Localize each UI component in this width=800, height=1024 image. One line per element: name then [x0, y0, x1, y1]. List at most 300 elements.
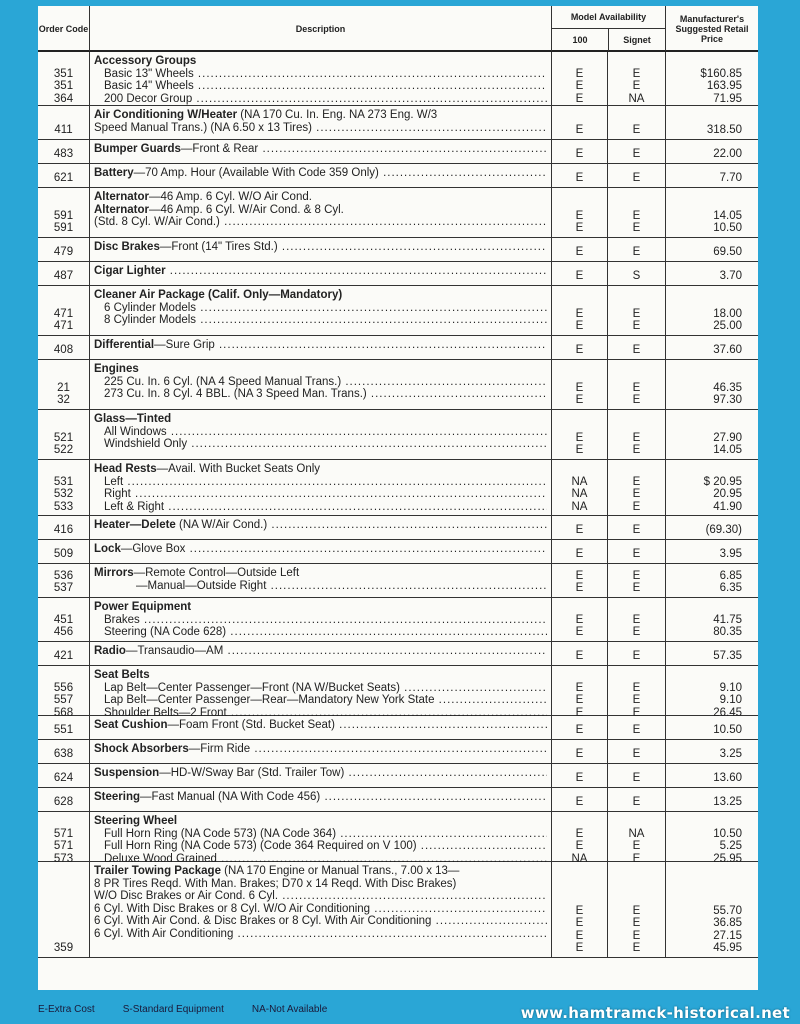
retail-price: 27.15: [713, 929, 742, 942]
retail-price: 80.35: [713, 626, 742, 639]
order-code-cell: [38, 460, 90, 515]
model-100-cell: [552, 862, 608, 957]
model-signet-cell: [608, 740, 666, 763]
order-code-cell: [38, 564, 90, 597]
price-cell: [666, 598, 758, 641]
model-100-cell: [552, 564, 608, 597]
retail-price: $160.85: [700, 67, 742, 80]
item-title-detail: —Remote Control—Outside Left: [133, 567, 300, 579]
availability-100: E: [575, 124, 584, 137]
retail-price: 41.75: [713, 613, 742, 626]
price-cell: [666, 642, 758, 665]
item-title: Trailer Towing Package: [94, 865, 221, 877]
order-code: 573: [53, 852, 74, 865]
availability-100: NA: [571, 852, 588, 865]
item-title: Alternator: [94, 191, 149, 203]
option-line: Deluxe Wood Grained .....: [94, 853, 547, 866]
model-100-cell: [552, 642, 608, 665]
availability-signet: E: [632, 681, 641, 694]
price-cell: [666, 140, 758, 163]
model-signet-cell: [608, 460, 666, 515]
order-code: 421: [53, 650, 74, 663]
legend-not-available: NA-Not Available: [251, 1003, 328, 1015]
order-code-cell: [38, 286, 90, 335]
order-code: 479: [53, 246, 74, 259]
option-line: Windshield Only .....: [94, 438, 547, 451]
availability-signet: E: [632, 694, 641, 707]
retail-price: 97.30: [713, 394, 742, 407]
availability-100: E: [575, 344, 584, 357]
price-cell: [666, 164, 758, 187]
model-100-cell: [552, 540, 608, 563]
order-code-cell: [38, 716, 90, 739]
description-cell: [90, 598, 552, 641]
availability-signet: E: [632, 613, 641, 626]
order-code-cell: [38, 666, 90, 721]
availability-signet: E: [632, 929, 641, 942]
availability-100: E: [575, 748, 584, 761]
model-signet-cell: [608, 410, 666, 459]
table-row: [38, 360, 758, 410]
order-code: 483: [53, 148, 74, 161]
availability-signet: E: [632, 626, 641, 639]
table-row: [38, 516, 758, 540]
option-line: Brakes .....: [94, 614, 547, 627]
item-title-detail: —Foam Front (Std. Bucket Seat): [167, 719, 335, 731]
table-row: [38, 262, 758, 286]
option-line: W/O Disc Brakes or Air Cond. 6 Cyl. .....: [94, 890, 547, 903]
item-title: Heater—Delete: [94, 519, 176, 531]
model-100-cell: [552, 410, 608, 459]
description-cell: [90, 336, 552, 359]
table-row: [38, 666, 758, 719]
retail-price: 25.00: [713, 320, 742, 333]
model-100-cell: [552, 666, 608, 721]
retail-price: 45.95: [713, 942, 742, 955]
availability-100: E: [575, 706, 584, 719]
availability-signet: E: [632, 569, 641, 582]
availability-signet: E: [632, 431, 641, 444]
retail-price: $ 20.95: [703, 475, 742, 488]
price-cell: [666, 106, 758, 139]
retail-price: 69.50: [713, 246, 742, 259]
order-code-header: Order Code: [38, 6, 90, 51]
option-line: All Windows .....: [94, 426, 547, 439]
availability-100: E: [575, 222, 584, 235]
model-signet-cell: [608, 642, 666, 665]
retail-price: 55.70: [713, 904, 742, 917]
item-title: Bumper Guards: [94, 143, 181, 155]
price-cell: [666, 410, 758, 459]
model-signet-cell: [608, 188, 666, 237]
model-100-cell: [552, 788, 608, 811]
retail-price: 22.00: [713, 148, 742, 161]
price-cell: [666, 286, 758, 335]
table-row: [38, 740, 758, 764]
item-title: Steering Wheel: [94, 815, 178, 827]
retail-price: 27.90: [713, 431, 742, 444]
retail-price: 13.60: [713, 772, 742, 785]
order-code: 568: [53, 706, 74, 719]
availability-100: E: [575, 904, 584, 917]
model-signet-cell: [608, 812, 666, 867]
option-line: Basic 13" Wheels .....: [94, 68, 547, 81]
table-row: [38, 336, 758, 360]
availability-signet: E: [632, 320, 641, 333]
availability-signet: E: [632, 904, 641, 917]
retail-price: 3.70: [719, 270, 742, 283]
legend-extra-cost: E-Extra Cost: [38, 1003, 95, 1015]
availability-100: NA: [571, 475, 588, 488]
availability-100: E: [575, 320, 584, 333]
order-code: 359: [53, 942, 74, 955]
availability-signet: E: [632, 394, 641, 407]
item-title-detail: —Front (14" Tires Std.): [159, 241, 278, 253]
retail-price: 25.95: [713, 852, 742, 865]
description-cell: [90, 238, 552, 261]
model-signet-cell: [608, 164, 666, 187]
table-row: [38, 238, 758, 262]
model-100-cell: [552, 716, 608, 739]
model-signet-cell: [608, 716, 666, 739]
order-code: 591: [53, 222, 74, 235]
item-title-detail: —Sure Grip: [154, 339, 215, 351]
retail-price: 14.05: [713, 209, 742, 222]
option-line: 273 Cu. In. 8 Cyl. 4 BBL. (NA 3 Speed Man. Trans.) .....: [94, 388, 547, 401]
model-signet-cell: [608, 262, 666, 285]
description-cell: [90, 862, 552, 957]
model-availability-header: Model Availability 100 Signet: [552, 6, 666, 51]
availability-signet: NA: [628, 827, 645, 840]
order-code-cell: [38, 540, 90, 563]
order-code: 621: [53, 172, 74, 185]
item-title: Disc Brakes: [94, 241, 160, 253]
model-signet-cell: [608, 336, 666, 359]
availability-100: E: [575, 148, 584, 161]
description-cell: [90, 564, 552, 597]
item-title-detail: —Firm Ride: [188, 743, 251, 755]
retail-price: 36.85: [713, 917, 742, 930]
description-cell: [90, 740, 552, 763]
order-code: 624: [53, 772, 74, 785]
item-title-detail: —Fast Manual (NA With Code 456): [140, 791, 321, 803]
availability-100: NA: [571, 488, 588, 501]
option-line: 6 Cyl. With Disc Brakes or 8 Cyl. W/O Air Conditioning .....: [94, 903, 547, 916]
option-line: Full Horn Ring (NA Code 573) (Code 364 Required on V 100) .....: [94, 840, 547, 853]
item-title: Battery: [94, 167, 134, 179]
availability-signet: E: [632, 172, 641, 185]
price-cell: [666, 812, 758, 867]
availability-signet: NA: [628, 92, 645, 105]
availability-signet: E: [632, 488, 641, 501]
availability-100: E: [575, 548, 584, 561]
description-cell: [90, 106, 552, 139]
order-code-cell: [38, 140, 90, 163]
item-title-detail: (NA 170 Cu. In. Eng. NA 273 Eng. W/3: [237, 109, 438, 121]
model-100-cell: [552, 336, 608, 359]
availability-100: E: [575, 917, 584, 930]
order-code: 456: [53, 626, 74, 639]
price-cell: [666, 666, 758, 721]
availability-100: E: [575, 650, 584, 663]
availability-signet: E: [632, 222, 641, 235]
item-title-detail: (NA 170 Engine or Manual Trans., 7.00 x 13—: [220, 865, 460, 877]
order-code: 536: [53, 569, 74, 582]
item-title-detail: —46 Amp. 6 Cyl. W/Air Cond. & 8 Cyl.: [148, 203, 344, 216]
item-title: Head Rests: [94, 463, 157, 475]
order-code: 532: [53, 488, 74, 501]
order-code-cell: [38, 788, 90, 811]
availability-100: E: [575, 381, 584, 394]
description-cell: [90, 360, 552, 409]
description-cell: [90, 812, 552, 867]
order-code: 364: [53, 92, 74, 105]
price-cell: [666, 516, 758, 539]
order-code-cell: [38, 238, 90, 261]
table-row: [38, 286, 758, 336]
order-code-cell: [38, 642, 90, 665]
model-100-cell: [552, 598, 608, 641]
option-line: 8 Cylinder Models .....: [94, 314, 547, 327]
table-row: [38, 540, 758, 564]
item-title-detail: —Glove Box: [120, 543, 186, 555]
table-row: [38, 598, 758, 642]
model-100-cell: [552, 140, 608, 163]
order-code-cell: [38, 106, 90, 139]
availability-100: E: [575, 524, 584, 537]
option-line: Lap Belt—Center Passenger—Rear—Mandatory New York State .....: [94, 694, 547, 707]
item-title: Power Equipment: [94, 601, 192, 613]
item-title-detail: —Front & Rear: [180, 143, 259, 155]
availability-100: NA: [571, 500, 588, 513]
description-cell: [90, 52, 552, 107]
model-100-cell: [552, 262, 608, 285]
price-cell: [666, 360, 758, 409]
price-cell: [666, 336, 758, 359]
order-code: 531: [53, 475, 74, 488]
model-100-cell: [552, 740, 608, 763]
price-sheet: [38, 6, 758, 990]
availability-signet: E: [632, 942, 641, 955]
availability-100: E: [575, 67, 584, 80]
model-100-cell: [552, 360, 608, 409]
retail-price: 37.60: [713, 344, 742, 357]
retail-price: 163.95: [706, 80, 742, 93]
item-title: Engines: [94, 363, 139, 375]
description-cell: [90, 410, 552, 459]
order-code: 408: [53, 344, 74, 357]
retail-price: (69.30): [705, 524, 742, 537]
availability-signet: E: [632, 246, 641, 259]
availability-100: E: [575, 209, 584, 222]
price-cell: [666, 540, 758, 563]
availability-100: E: [575, 172, 584, 185]
model-signet-cell: [608, 360, 666, 409]
availability-100: E: [575, 613, 584, 626]
retail-price: 3.25: [719, 748, 742, 761]
order-code-cell: [38, 598, 90, 641]
option-line: 200 Decor Group .....: [94, 93, 547, 106]
retail-price: 13.25: [713, 796, 742, 809]
order-code: 628: [53, 796, 74, 809]
item-title: Cleaner Air Package (Calif. Only—Mandatory): [94, 289, 343, 301]
description-cell: [90, 262, 552, 285]
item-title: Radio: [94, 645, 126, 657]
table-row: [38, 188, 758, 238]
model-100-cell: [552, 106, 608, 139]
description-cell: [90, 140, 552, 163]
item-title: Alternator: [94, 203, 149, 216]
retail-price: 6.85: [719, 569, 742, 582]
availability-100: E: [575, 80, 584, 93]
model-signet-cell: [608, 516, 666, 539]
order-code-cell: [38, 516, 90, 539]
order-code: 522: [53, 444, 74, 457]
model-100-cell: [552, 460, 608, 515]
order-code-cell: [38, 164, 90, 187]
price-cell: [666, 52, 758, 107]
availability-signet: E: [632, 124, 641, 137]
retail-price: 10.50: [713, 222, 742, 235]
order-code: 351: [53, 67, 74, 80]
retail-price: 9.10: [719, 694, 742, 707]
availability-100: E: [575, 431, 584, 444]
table-row: [38, 788, 758, 812]
legend-standard: S-Standard Equipment: [122, 1003, 224, 1015]
price-cell: [666, 564, 758, 597]
item-title-detail: —46 Amp. 6 Cyl. W/O Air Cond.: [148, 191, 312, 203]
item-title-detail: —HD-W/Sway Bar (Std. Trailer Tow): [159, 767, 345, 779]
price-cell: [666, 238, 758, 261]
description-cell: [90, 716, 552, 739]
order-code: 416: [53, 524, 74, 537]
description-cell: [90, 666, 552, 721]
description-cell: [90, 188, 552, 237]
model-signet-cell: [608, 788, 666, 811]
option-line: Steering (NA Code 628) .....: [94, 626, 547, 639]
order-code: 556: [53, 681, 74, 694]
watermark: www.hamtramck-historical.net: [520, 1004, 790, 1022]
model-100-cell: [552, 52, 608, 107]
order-code: 591: [53, 209, 74, 222]
availability-100: E: [575, 444, 584, 457]
availability-signet: E: [632, 148, 641, 161]
retail-price: 6.35: [719, 582, 742, 595]
option-line: 6 Cyl. With Air Cond. & Disc Brakes or 8 Cyl. With Air Conditioning .....: [94, 915, 547, 928]
price-cell: [666, 716, 758, 739]
option-line: 8 PR Tires Reqd. With Man. Brakes; D70 x 14 Reqd. With Disc Brakes): [94, 877, 457, 890]
availability-100: E: [575, 626, 584, 639]
availability-100: E: [575, 840, 584, 853]
order-code-cell: [38, 862, 90, 957]
retail-price: 5.25: [719, 840, 742, 853]
price-cell: [666, 862, 758, 957]
option-line: Basic 14" Wheels .....: [94, 80, 547, 93]
table-row: [38, 764, 758, 788]
item-title: Differential: [94, 339, 155, 351]
price-cell: [666, 764, 758, 787]
availability-signet: E: [632, 444, 641, 457]
model-100-cell: [552, 238, 608, 261]
availability-signet: E: [632, 917, 641, 930]
order-code: 487: [53, 270, 74, 283]
description-cell: [90, 788, 552, 811]
availability-signet: S: [632, 270, 641, 283]
model-signet-cell: [608, 140, 666, 163]
table-row: [38, 460, 758, 516]
retail-price: 20.95: [713, 488, 742, 501]
item-title: Seat Cushion: [94, 719, 168, 731]
order-code: 638: [53, 748, 74, 761]
model-signet-cell: [608, 238, 666, 261]
availability-100: E: [575, 942, 584, 955]
order-code: 537: [53, 582, 74, 595]
availability-100: E: [575, 270, 584, 283]
option-line: (Std. 8 Cyl. W/Air Cond.) .....: [94, 216, 547, 229]
item-title: Lock: [94, 543, 121, 555]
item-title-detail: —Transaudio—AM: [125, 645, 224, 657]
availability-signet: E: [632, 748, 641, 761]
price-cell: [666, 188, 758, 237]
model-signet-cell: [608, 106, 666, 139]
availability-signet: E: [632, 209, 641, 222]
model-100-cell: [552, 164, 608, 187]
order-code: 533: [53, 500, 74, 513]
availability-100: E: [575, 307, 584, 320]
option-line: Speed Manual Trans.) (NA 6.50 x 13 Tires) .....: [94, 122, 547, 135]
order-code-cell: [38, 764, 90, 787]
item-title: Shock Absorbers: [94, 743, 189, 755]
availability-signet: E: [632, 852, 641, 865]
option-line: Shoulder Belts—2 Front .....: [94, 707, 547, 720]
table-row: [38, 140, 758, 164]
availability-signet: E: [632, 524, 641, 537]
item-title: Mirrors: [94, 567, 134, 579]
order-code-cell: [38, 262, 90, 285]
retail-price: 9.10: [719, 681, 742, 694]
model-100-cell: [552, 516, 608, 539]
item-title: Steering: [94, 791, 141, 803]
retail-price: 57.35: [713, 650, 742, 663]
availability-signet: E: [632, 650, 641, 663]
model-signet-cell: [608, 564, 666, 597]
availability-signet: E: [632, 344, 641, 357]
order-code: 551: [53, 724, 74, 737]
option-line: Right .....: [94, 488, 547, 501]
description-cell: [90, 642, 552, 665]
option-line: Left .....: [94, 476, 547, 489]
order-code: 411: [54, 124, 73, 137]
table-row: [38, 164, 758, 188]
option-line: 225 Cu. In. 6 Cyl. (NA 4 Speed Manual Trans.) .....: [94, 376, 547, 389]
retail-price: 18.00: [713, 307, 742, 320]
retail-price: 7.70: [719, 172, 742, 185]
order-code: 471: [53, 307, 74, 320]
retail-price: 26.45: [713, 706, 742, 719]
item-title: Air Conditioning W/Heater: [94, 109, 238, 121]
availability-100: E: [575, 246, 584, 259]
description-cell: [90, 540, 552, 563]
order-code: 571: [53, 827, 74, 840]
model-signet-cell: [608, 52, 666, 107]
description-cell: [90, 764, 552, 787]
availability-signet: E: [632, 796, 641, 809]
model-100-cell: [552, 188, 608, 237]
availability-signet: E: [632, 475, 641, 488]
description-cell: [90, 460, 552, 515]
availability-100: E: [575, 772, 584, 785]
order-code: 451: [53, 613, 74, 626]
